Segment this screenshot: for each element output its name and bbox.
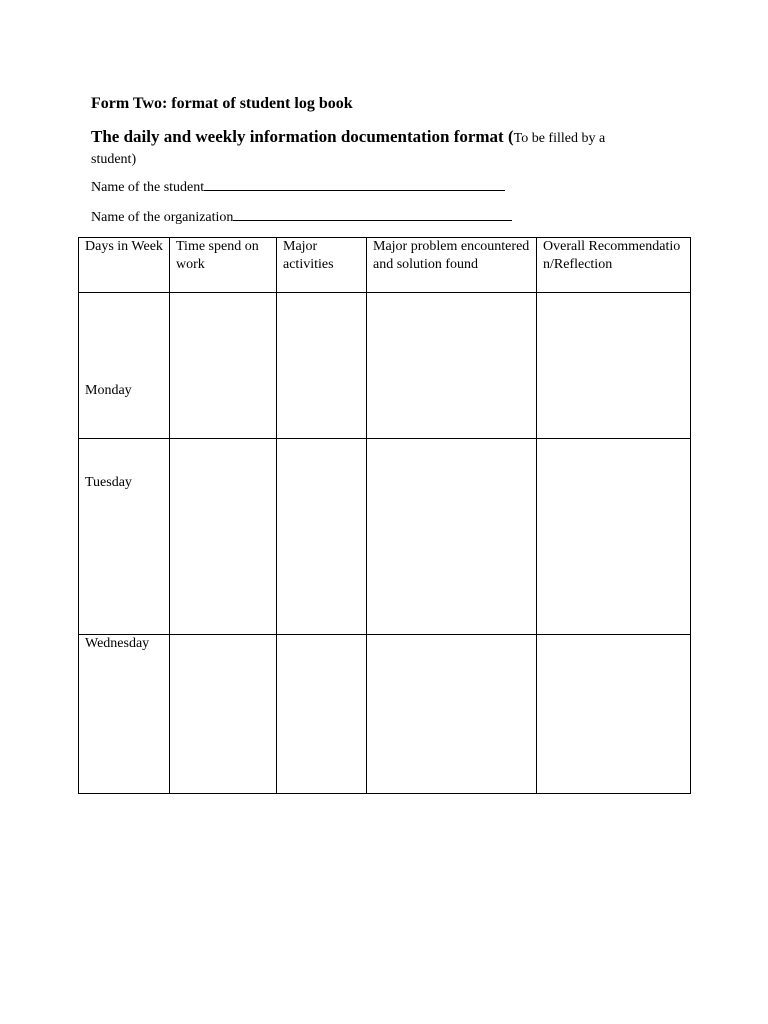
day-cell-tuesday [79,439,170,635]
recommendation-cell[interactable] [537,635,691,794]
day-cell-wednesday [79,635,170,794]
log-table [78,237,691,794]
day-label-tuesday: Tuesday [85,475,132,490]
table-row [79,293,691,439]
organization-name-blank[interactable] [233,207,512,221]
table-header-row [79,238,691,293]
table-row [79,439,691,635]
table-row [79,635,691,794]
problem-cell[interactable] [367,439,537,635]
recommendation-cell[interactable] [537,439,691,635]
form-title: Form Two: format of student log book [91,95,353,112]
header-time-spend: Time spend on work [170,238,277,293]
problem-cell[interactable] [367,635,537,794]
recommendation-cell[interactable] [537,293,691,439]
header-overall-recommendation: Overall Recommendation/Reflection [537,238,691,293]
time-cell[interactable] [170,439,277,635]
organization-name-label: Name of the organization [91,210,234,225]
problem-cell[interactable] [367,293,537,439]
activities-cell[interactable] [277,293,367,439]
time-cell[interactable] [170,293,277,439]
student-name-blank[interactable] [204,177,505,191]
day-label-wednesday: Wednesday [85,636,150,651]
student-name-label: Name of the student [91,180,205,195]
time-cell[interactable] [170,635,277,794]
day-label-monday: Monday [85,383,132,398]
format-subtitle [91,127,651,170]
subtitle-bold: The daily and weekly information documentation format ( [91,127,514,146]
header-major-problem: Major problem encountered and solution found [367,238,537,293]
student-name-field [91,177,505,197]
header-days-in-week: Days in Week [79,238,170,293]
organization-name-field [91,207,512,227]
activities-cell[interactable] [277,635,367,794]
day-cell-monday [79,293,170,439]
subtitle-note: To be filled by a student) [91,131,606,167]
header-major-activities: Major activities [277,238,367,293]
activities-cell[interactable] [277,439,367,635]
